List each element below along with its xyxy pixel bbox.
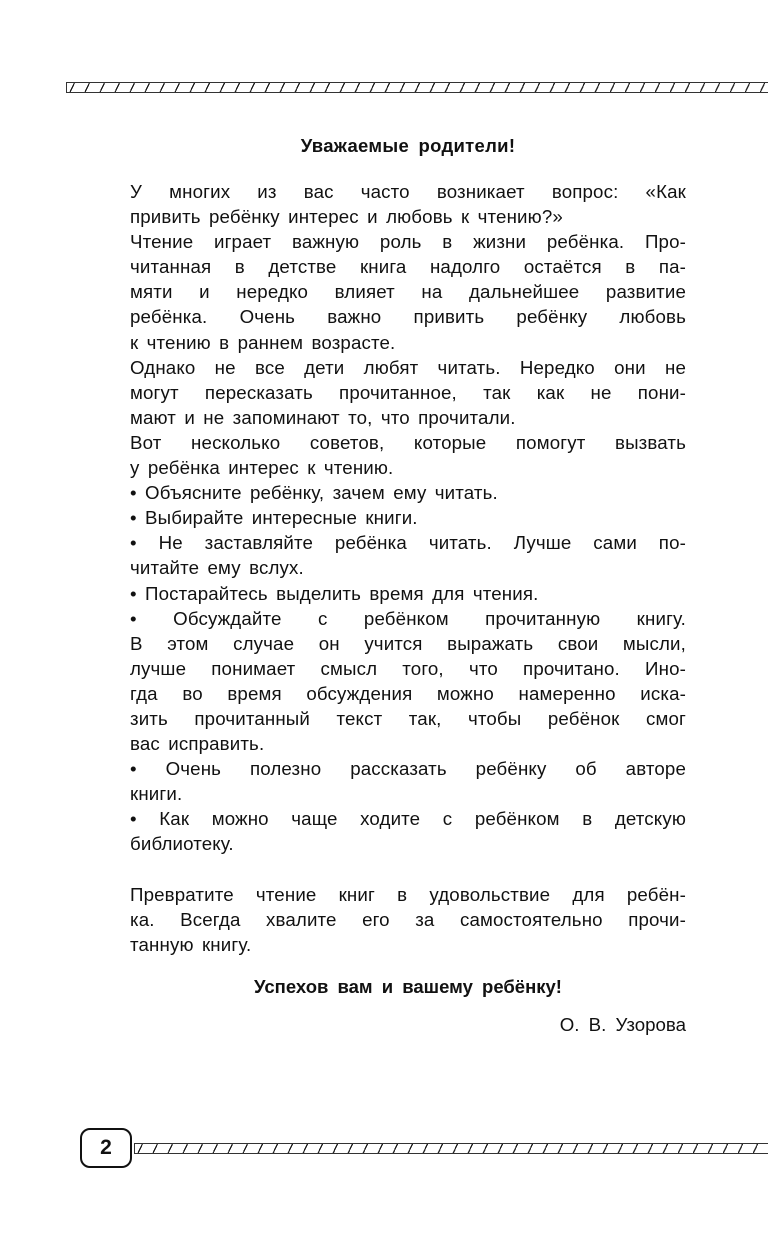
- text-line: мают и не запоминают то, что прочитали.: [130, 406, 516, 428]
- letter-content: [130, 133, 686, 1037]
- text-line: • Обсуждайте с ребёнком прочитанную книгу.: [130, 607, 686, 629]
- text-line: Однако не все дети любят читать. Нередко они не: [130, 356, 686, 378]
- text-line: ка. Всегда хвалите его за самостоятельно прочи-: [130, 908, 686, 930]
- top-hatched-rule: [66, 82, 768, 93]
- text-line: Вот несколько советов, которые помогут вызвать: [130, 431, 686, 453]
- text-line: к чтению в раннем возрасте.: [130, 331, 396, 353]
- text-line: у ребёнка интерес к чтению.: [130, 457, 394, 479]
- text-line: Превратите чтение книг в удовольствие для ребён-: [130, 883, 686, 905]
- letter-body: [130, 179, 686, 857]
- text-line: • Не заставляйте ребёнка читать. Лучше сами по-: [130, 532, 686, 554]
- text-line: лучше понимает смысл того, что прочитано. Ино-: [130, 657, 686, 679]
- text-line: • Постарайтесь выделить время для чтения.: [130, 582, 539, 604]
- text-line: В этом случае он учится выражать свои мысли,: [130, 632, 686, 654]
- page-number: 2: [100, 1136, 112, 1159]
- page-number-badge: [80, 1128, 132, 1168]
- author-signature: О. В. Узорова: [559, 1013, 686, 1035]
- closing-line: Успехов вам и вашему ребёнку!: [254, 975, 562, 997]
- text-line: привить ребёнку интерес и любовь к чтению?»: [130, 206, 563, 228]
- text-line: библиотеку.: [130, 833, 234, 855]
- text-line: • Очень полезно рассказать ребёнку об авторе: [130, 758, 686, 780]
- text-line: книги.: [130, 783, 183, 805]
- text-line: вас исправить.: [130, 733, 265, 755]
- text-line: танную книгу.: [130, 933, 252, 955]
- letter-conclusion: [130, 882, 686, 957]
- text-line: • Как можно чаще ходите с ребёнком в детскую: [130, 808, 686, 830]
- text-line: читайте ему вслух.: [130, 557, 304, 579]
- text-line: гда во время обсуждения можно намеренно иска-: [130, 682, 686, 704]
- text-line: могут пересказать прочитанное, так как не пони-: [130, 381, 686, 403]
- page-title: Уважаемые родители!: [300, 135, 516, 156]
- text-line: У многих из вас часто возникает вопрос: «Как: [130, 181, 686, 202]
- text-line: Чтение играет важную роль в жизни ребёнка. Про-: [130, 231, 686, 253]
- paragraph-gap: [130, 857, 686, 882]
- text-line: зить прочитанный текст так, чтобы ребёнок смог: [130, 707, 686, 729]
- text-line: мяти и нередко влияет на дальнейшее развитие: [130, 281, 686, 303]
- text-line: читанная в детстве книга надолго остаётся в па-: [130, 256, 686, 278]
- bottom-hatched-rule: [134, 1143, 768, 1154]
- text-line: • Выбирайте интересные книги.: [130, 507, 418, 529]
- text-line: • Объясните ребёнку, зачем ему читать.: [130, 482, 498, 504]
- text-line: ребёнка. Очень важно привить ребёнку любовь: [130, 306, 686, 328]
